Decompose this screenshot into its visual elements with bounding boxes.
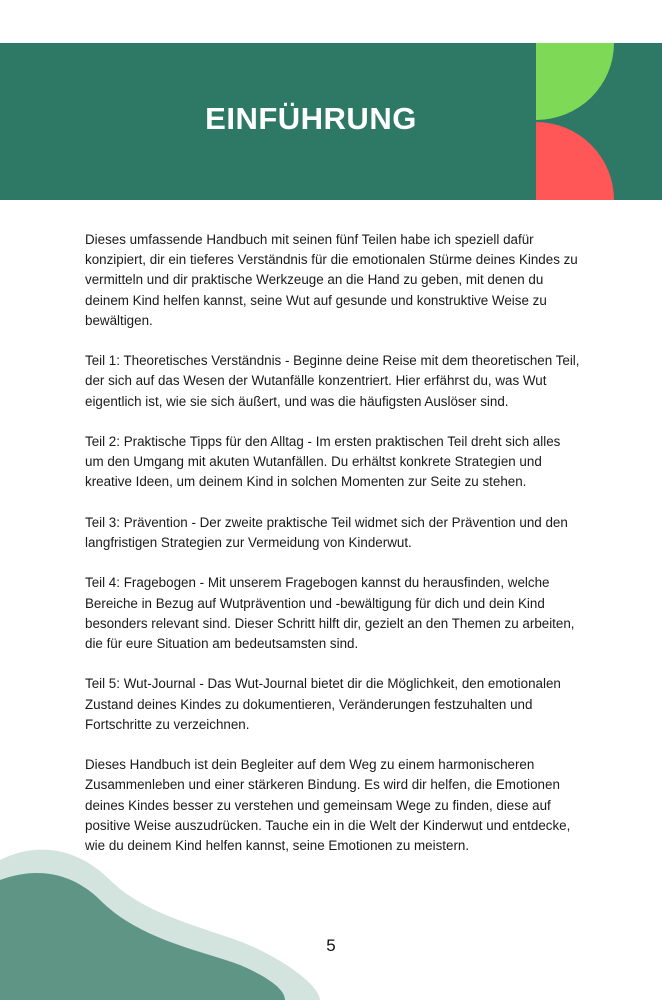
part-4-paragraph: Teil 4: Fragebogen - Mit unserem Fragebogen kannst du herausfinden, welche Bereiche in Bezug auf Wutprävention und -bewältigung für dich und dein Kind besonders relevant sind. Dieser Schritt hilft dir, gezielt an den Themen zu arbeiten, die für eure Situation am bedeutsamsten sind. — [85, 575, 575, 651]
page-number: 5 — [326, 936, 336, 955]
page-title: EINFÜHRUNG — [205, 101, 417, 136]
part-1-paragraph: Teil 1: Theoretisches Verständnis - Beginne deine Reise mit dem theoretischen Teil, der sich auf das Wesen der Wutanfälle konzentriert. Hier erfährst du, was Wut eigentlich ist, wie sie sich äußert, und was die häufigsten Auslöser sind. — [85, 353, 580, 409]
body-text — [85, 230, 580, 876]
green-quarter-circle-shape — [536, 43, 614, 120]
part-3-paragraph: Teil 3: Prävention - Der zweite praktische Teil widmet sich der Prävention und den langfristigen Strategien zur Vermeidung von Kinderwut. — [85, 514, 568, 550]
intro-paragraph: Dieses umfassende Handbuch mit seinen fünf Teilen habe ich speziell dafür konzipiert, dir ein tieferes Verständnis für die emotionalen Stürme deines Kindes zu vermitteln und dir praktische Werkzeuge an die Hand zu geben, mit denen du deinem Kind helfen kannst, seine Wut auf gesunde und konstruktive Weise zu bewältigen. — [85, 232, 578, 328]
part-5-paragraph: Teil 5: Wut-Journal - Das Wut-Journal bietet dir die Möglichkeit, den emotionalen Zustand deines Kindes zu dokumentieren, Veränderungen festzuhalten und Fortschritte zu verzeichnen. — [85, 676, 561, 732]
closing-paragraph: Dieses Handbuch ist dein Begleiter auf dem Weg zu einem harmonischeren Zusammenleben und einer stärkeren Bindung. Es wird dir helfen, die Emotionen deines Kindes besser zu verstehen und gemeinsam Wege zu finden, diese auf positive Weise auszudrücken. Tauche ein in die Welt der Kinderwut und entdecke, wie du deinem Kind helfen kannst, seine Emotionen zu meistern. — [85, 757, 571, 853]
part-2-paragraph: Teil 2: Praktische Tipps für den Alltag - Im ersten praktischen Teil dreht sich alles um den Umgang mit akuten Wutanfällen. Du erhältst konkrete Strategien und kreative Ideen, um deinem Kind in solchen Momenten zur Seite zu stehen. — [85, 434, 561, 490]
red-quarter-circle-shape — [536, 122, 614, 200]
header-banner — [0, 43, 662, 200]
